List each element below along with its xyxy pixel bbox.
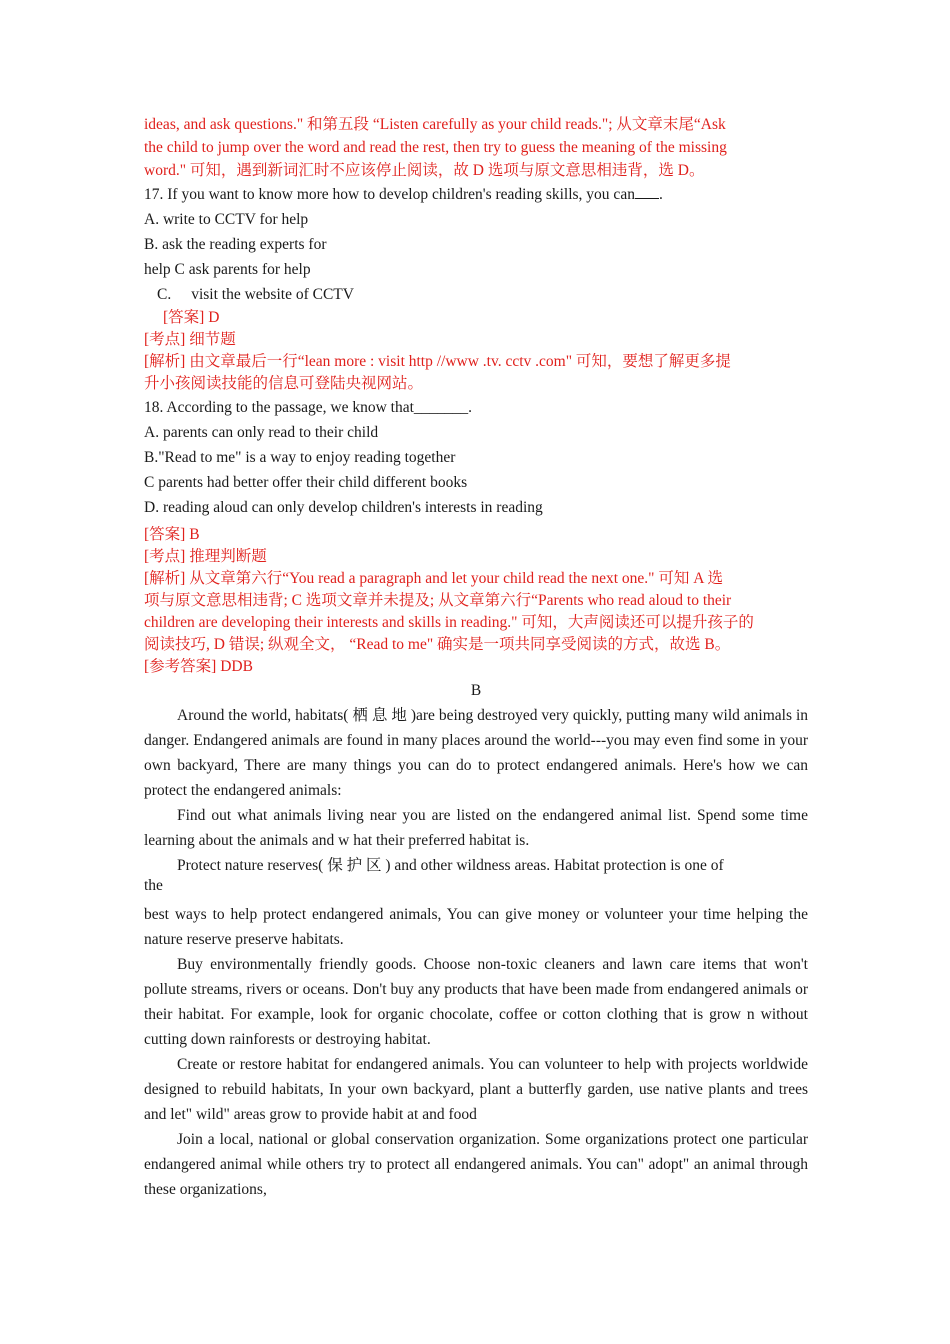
- stem-end: .: [658, 186, 663, 203]
- option-d: D. reading aloud can only develop children's interests in reading: [144, 499, 543, 516]
- q16-explanation-continued: [144, 113, 808, 182]
- jiexi-line: children are developing their interests and skills in reading." 可知，大声阅读还可以提升孩子的: [144, 614, 754, 631]
- q18-answer-block: [144, 524, 808, 678]
- option-text: visit the website of CCTV: [191, 286, 354, 303]
- question-stem: [144, 182, 808, 207]
- jiexi-line: [解析] 从文章第六行“You read a paragraph and let your child read the next one." 可知 A 选: [144, 570, 723, 587]
- answer: [答案] B: [144, 526, 200, 543]
- paragraph: Protect nature reserves( 保 护 区 ) and other wildness areas. Habitat protection is one of: [177, 857, 724, 874]
- stem-text: 17. If you want to know more how to develop children's reading skills, you can: [144, 186, 635, 203]
- reference-answer: [参考答案] DDB: [144, 658, 253, 675]
- q17-answer-block: [144, 307, 808, 395]
- question-stem: 18. According to the passage, we know that_______.: [144, 399, 473, 416]
- option-b-continued: help C ask parents for help: [144, 261, 311, 278]
- document-content: [144, 113, 808, 1202]
- explanation-line: word." 可知，遇到新词汇时不应该停止阅读，故 D 选项与原文意思相违背，选 D。: [144, 162, 705, 179]
- explanation-line: ideas, and ask questions." 和第五段 “Listen carefully as your child reads."; 从文章末尾“Ask: [144, 116, 726, 133]
- paragraph: Buy environmentally friendly goods. Choose non-toxic cleaners and lawn care items that won't pollute streams, rivers or oceans. Don't buy any products that have been made from endangered animals or their habitat. For example, look for organic chocolate, coffee or cotton clothing that is grow n without cutting down rainforests or destroying habitat.: [144, 956, 808, 1048]
- section-heading: B: [470, 682, 482, 699]
- option-c: [144, 282, 808, 307]
- kaodian: [考点] 细节题: [144, 331, 236, 348]
- paragraph: Create or restore habitat for endangered animals. You can volunteer to help with projects worldwide designed to rebuild habitats, In your own backyard, plant a butterfly garden, use native plants and trees and let" wild" areas grow to provide habit at and food: [144, 1056, 808, 1123]
- paragraph: Join a local, national or global conservation organization. Some organizations protect one particular endangered animal while others try to protect all endangered animals. You can" adopt" an animal through these organizations,: [144, 1131, 808, 1198]
- option-b: B."Read to me" is a way to enjoy reading together: [144, 449, 456, 466]
- answer-blank: [635, 184, 659, 199]
- paragraph: Find out what animals living near you are listed on the endangered animal list. Spend some time learning about the animals and w hat their preferred habitat is.: [144, 807, 808, 849]
- option-b: B. ask the reading experts for: [144, 236, 327, 253]
- jiexi-line: [解析] 由文章最后一行“lean more : visit http //www .tv. cctv .com" 可知，要想了解更多提: [144, 353, 731, 370]
- paragraph: best ways to help protect endangered animals, You can give money or volunteer your time helping the nature reserve preserve habitats.: [144, 906, 808, 948]
- option-a: A. parents can only read to their child: [144, 424, 379, 441]
- option-letter: C.: [157, 286, 172, 303]
- explanation-line: the child to jump over the word and read the rest, then try to guess the meaning of the missing: [144, 139, 727, 156]
- section-b: [144, 678, 808, 1202]
- jiexi-line: 项与原文意思相违背; C 选项文章并未提及; 从文章第六行“Parents who read aloud to their: [144, 592, 732, 609]
- paragraph-wrap: the: [144, 877, 163, 894]
- question-17: [144, 182, 808, 395]
- jiexi-line: 升小孩阅读技能的信息可登陆央视网站。: [144, 375, 424, 392]
- kaodian: [考点] 推理判断题: [144, 548, 267, 565]
- option-a: A. write to CCTV for help: [144, 211, 309, 228]
- option-c: C parents had better offer their child different books: [144, 474, 468, 491]
- paragraph: Around the world, habitats( 栖 息 地 )are being destroyed very quickly, putting many wild animals in danger. Endangered animals are found in many places around the world---you may even find some in your own backyard, There are many things you can do to protect endangered animals. Here's how we can protect the endangered animals:: [144, 707, 808, 799]
- answer: [答案] D: [163, 309, 220, 326]
- jiexi-line: 阅读技巧, D 错误; 纵观全文， “Read to me" 确实是一项共同享受阅读的方式，故选 B。: [144, 636, 731, 653]
- question-18: [144, 395, 808, 678]
